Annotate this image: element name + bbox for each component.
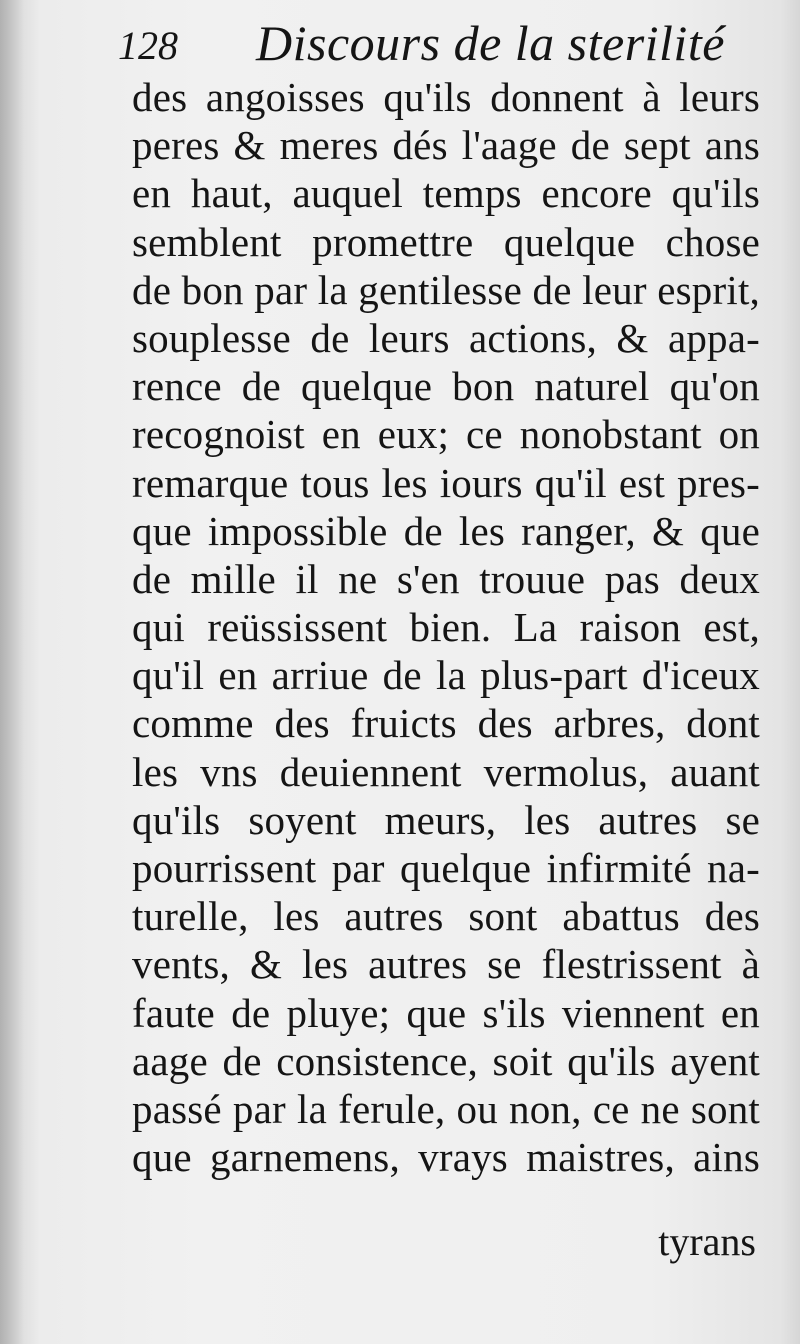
text-line: faute de pluye; que s'ils viennent en (132, 989, 760, 1036)
text-line: semblent promettre quelque chose (132, 218, 760, 265)
text-line: turelle, les autres sont abattus des (132, 893, 760, 940)
text-line: que impossible de les ranger, & que (132, 507, 760, 554)
text-block (132, 73, 760, 1181)
text-line: que garnemens, vrays maistres, ains (132, 1134, 760, 1181)
text-line: de mille il ne s'en trouue pas deux (132, 555, 760, 602)
text-line: vents, & les autres se flestrissent à (132, 941, 760, 988)
text-line: rence de quelque bon naturel qu'on (132, 363, 760, 410)
text-line: qu'ils soyent meurs, les autres se (132, 796, 760, 843)
text-line: aage de consistence, soit qu'ils ayent (132, 1037, 760, 1084)
running-title: Discours de la sterilité (256, 15, 725, 71)
binding-shadow (0, 0, 24, 1344)
text-line: des angoisses qu'ils donnent à leurs (132, 74, 760, 120)
text-line: souplesse de leurs actions, & appa- (132, 314, 760, 361)
catchword: tyrans (658, 1219, 756, 1264)
running-head (118, 14, 725, 76)
page-number: 128 (118, 23, 178, 68)
text-line: de bon par la gentilesse de leur esprit, (132, 266, 760, 313)
text-line: recognoist en eux; ce nonobstant on (132, 411, 760, 458)
text-line: qu'il en arriue de la plus-part d'iceux (132, 652, 760, 699)
text-line: en haut, auquel temps encore qu'ils (132, 170, 760, 217)
text-line: les vns deuiennent vermolus, auant (132, 748, 760, 795)
text-line: remarque tous les iours qu'il est pres- (132, 459, 760, 506)
text-line: peres & meres dés l'aage de sept ans (132, 122, 760, 169)
text-line: passé par la ferule, ou non, ce ne sont (132, 1085, 760, 1132)
text-line: comme des fruicts des arbres, dont (132, 700, 760, 747)
text-line: qui reüssissent bien. La raison est, (132, 604, 760, 651)
text-line: pourrissent par quelque infirmité na- (132, 845, 760, 891)
